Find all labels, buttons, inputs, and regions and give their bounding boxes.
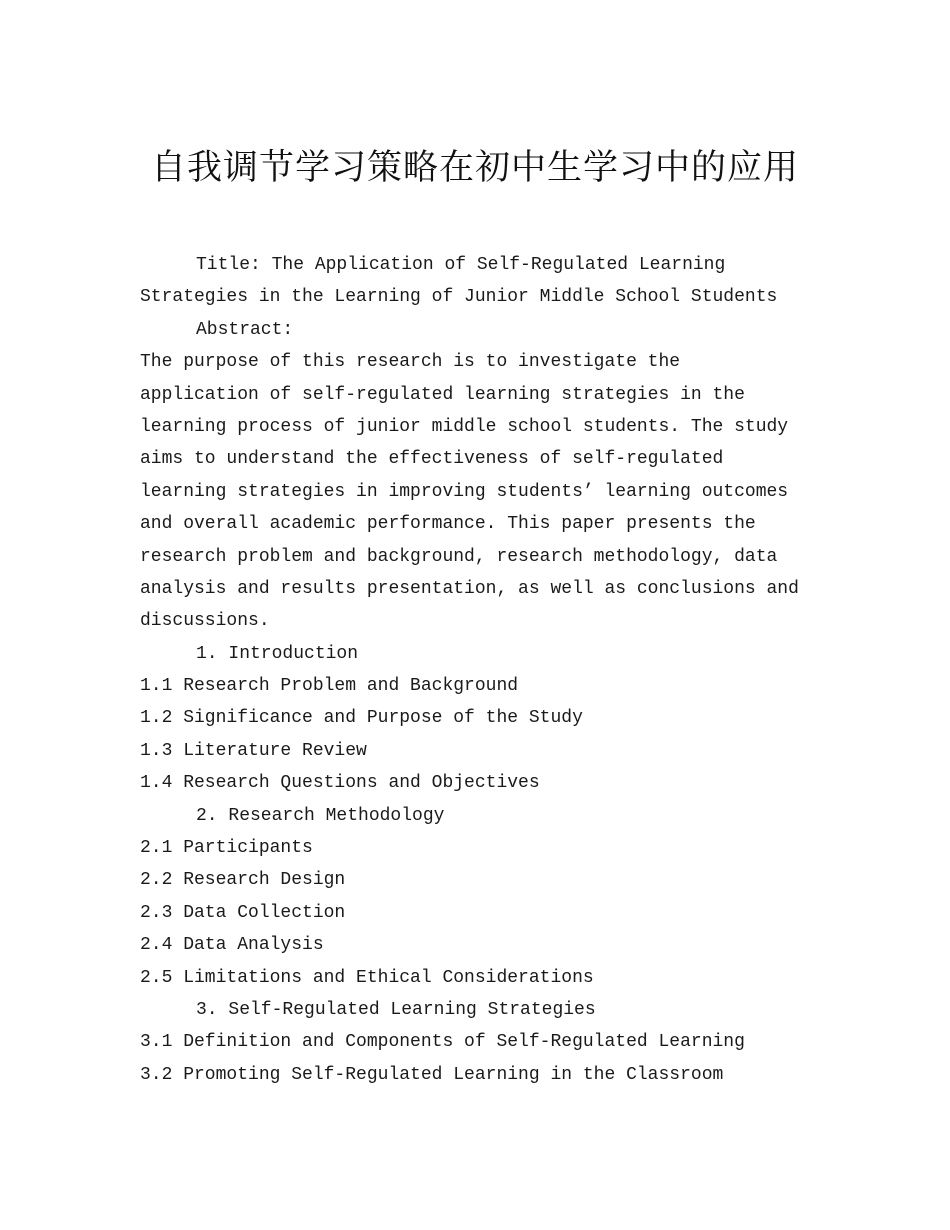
section-introduction xyxy=(140,638,820,800)
outline-item: 1.1 Research Problem and Background xyxy=(140,676,519,697)
abstract-line: learning process of junior middle school students. The study xyxy=(140,416,789,437)
outline-item: 2.1 Participants xyxy=(140,838,313,859)
document-title: 自我调节学习策略在初中生学习中的应用 xyxy=(150,148,799,188)
outline-item: 1.3 Literature Review xyxy=(140,740,367,761)
section-self-regulated-learning-strategies xyxy=(140,994,820,1091)
section-heading: 3. Self-Regulated Learning Strategies xyxy=(196,999,596,1020)
outline-item: 2.2 Research Design xyxy=(140,870,346,891)
outline-item: 1.2 Significance and Purpose of the Study xyxy=(140,708,583,729)
english-title-line-1: Title: The Application of Self-Regulated Learning xyxy=(196,255,726,275)
outline-item: 3.1 Definition and Components of Self-Regulated Learning xyxy=(140,1032,745,1053)
abstract-heading: Abstract: xyxy=(196,319,294,340)
abstract-line: analysis and results presentation, as well as conclusions and xyxy=(140,578,799,599)
abstract-line: learning strategies in improving students’ learning outcomes xyxy=(140,481,789,502)
abstract-line: research problem and background, research methodology, data xyxy=(140,546,778,567)
outline-item: 2.3 Data Collection xyxy=(140,902,346,923)
outline-item: 3.2 Promoting Self-Regulated Learning in the Classroom xyxy=(140,1064,724,1085)
outline-item: 1.4 Research Questions and Objectives xyxy=(140,773,540,794)
abstract-line: application of self-regulated learning strategies in the xyxy=(140,384,745,405)
english-title-line-2: Strategies in the Learning of Junior Middle School Students xyxy=(140,287,778,308)
abstract-line: discussions. xyxy=(140,611,270,632)
abstract-line: aims to understand the effectiveness of self-regulated xyxy=(140,449,724,470)
document-body xyxy=(140,249,820,1091)
section-research-methodology xyxy=(140,800,820,994)
section-heading: 2. Research Methodology xyxy=(196,805,445,826)
section-heading: 1. Introduction xyxy=(196,643,359,664)
outline-item: 2.5 Limitations and Ethical Considerations xyxy=(140,967,594,988)
outline-item: 2.4 Data Analysis xyxy=(140,935,324,956)
abstract-paragraph xyxy=(140,346,820,638)
abstract-line: and overall academic performance. This paper presents the xyxy=(140,514,756,535)
abstract-line: The purpose of this research is to investigate the xyxy=(140,352,681,373)
